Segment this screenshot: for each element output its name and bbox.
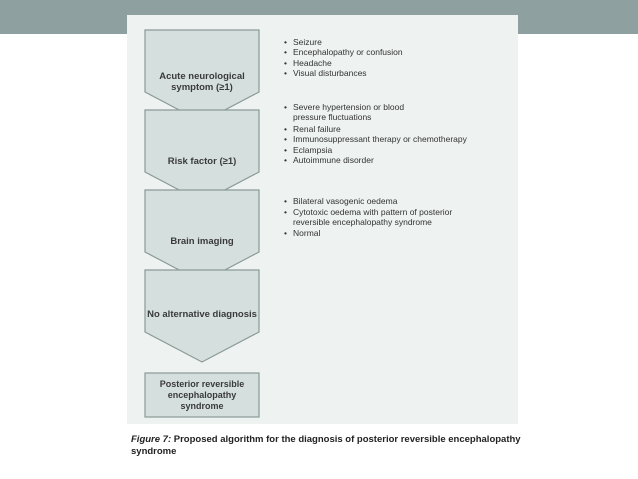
bullet-item: • Immunosuppressant therapy or chemotherapy: [282, 134, 497, 144]
caption-text: Proposed algorithm for the diagnosis of posterior reversible encephalopathy syndrome: [131, 434, 521, 457]
final-diagnosis-label: Posterior reversible encephalopathy syndrome: [159, 378, 245, 411]
bullet-item: • Normal: [282, 228, 497, 238]
bullet-item: • Headache: [282, 58, 497, 68]
step-3-label: Brain imaging: [170, 236, 234, 247]
bullet-item: • Cytotoxic oedema with pattern of posterior reversible encephalopathy syndrome: [282, 207, 462, 228]
step-3-bullets-continued: [282, 207, 462, 228]
step-2-bullets: [282, 102, 432, 123]
bullet-item: • Visual disturbances: [282, 68, 497, 78]
step-2-bullets-continued: [282, 124, 497, 165]
bullet-item: • Bilateral vasogenic oedema: [282, 196, 497, 206]
figure-caption: [131, 434, 531, 457]
step-2-label: Risk factor (≥1): [167, 156, 237, 167]
step-3-bullets: [282, 196, 497, 206]
bullet-item: • Renal failure: [282, 124, 497, 134]
step-4-label: No alternative diagnosis: [147, 309, 257, 320]
step-1-label: Acute neurological symptom (≥1): [159, 71, 245, 93]
bullet-item: • Eclampsia: [282, 145, 497, 155]
bullet-item: • Autoimmune disorder: [282, 155, 497, 165]
bullet-item: • Encephalopathy or confusion: [282, 47, 497, 57]
bullet-item: • Severe hypertension or blood pressure fluctuations: [282, 102, 432, 123]
step-1-bullets: [282, 37, 497, 78]
bullet-item: • Seizure: [282, 37, 497, 47]
step-3-bullets-last: [282, 228, 497, 238]
caption-figure-number: Figure 7:: [131, 434, 172, 445]
